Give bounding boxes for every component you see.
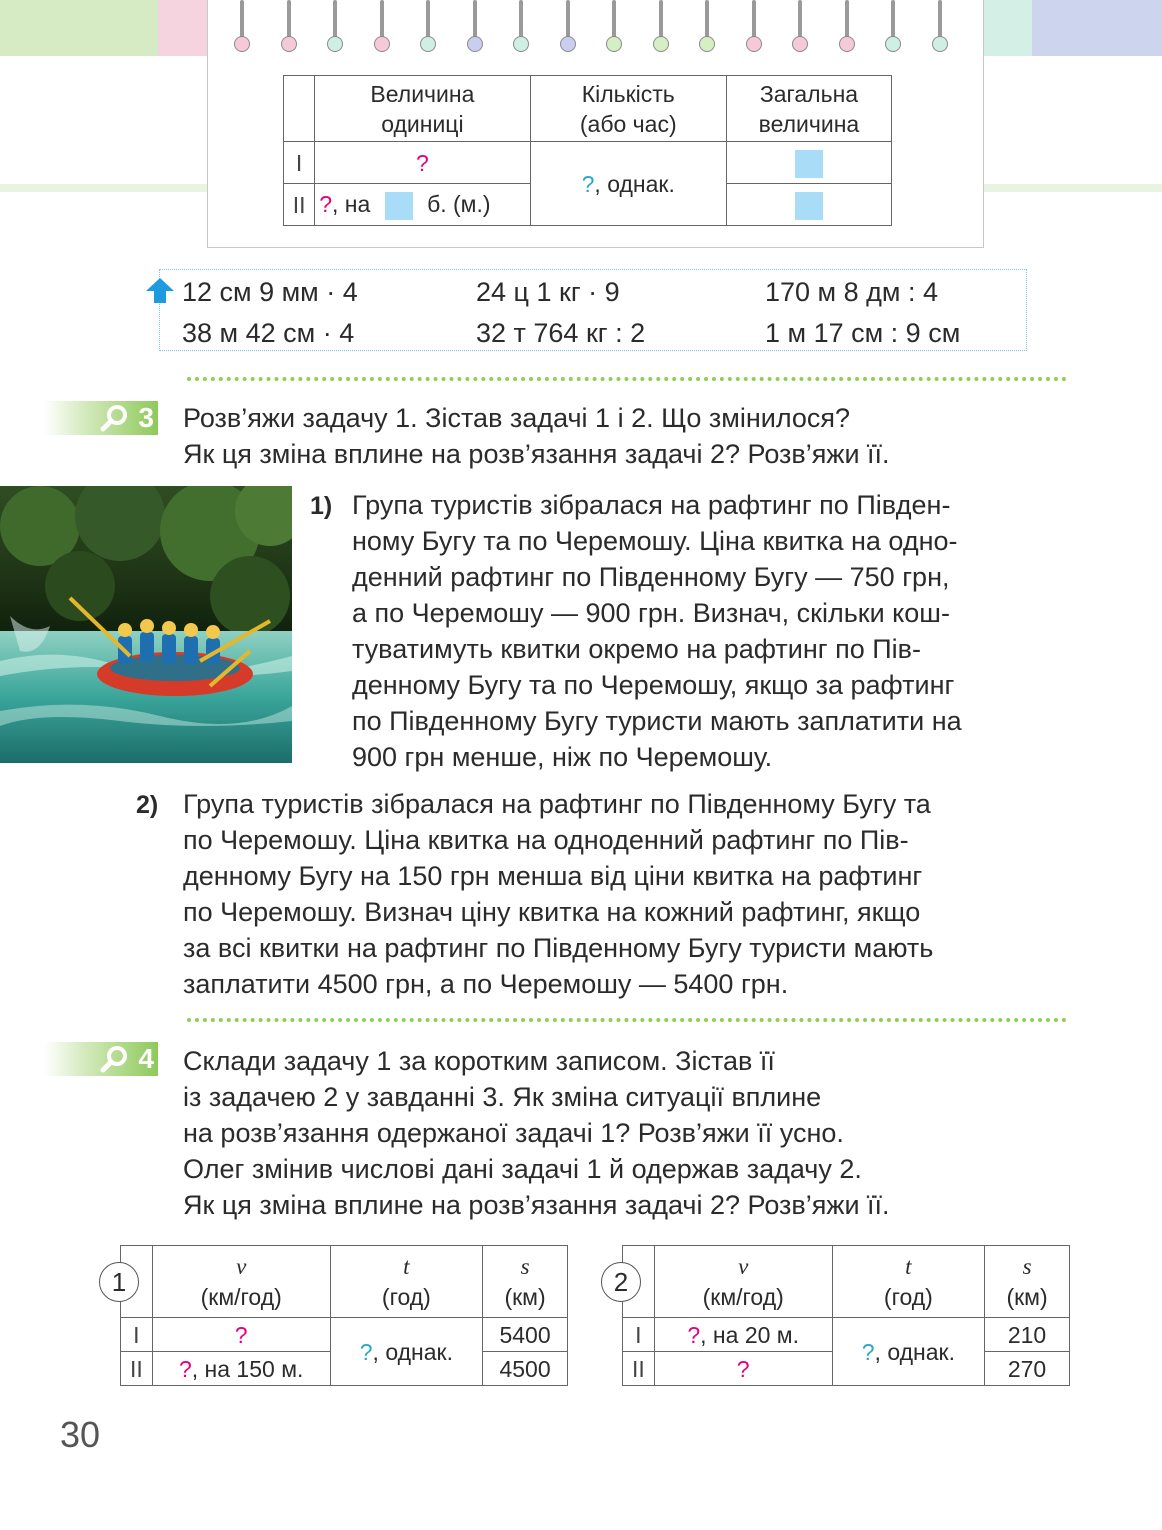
problem2-label: 2) [136, 791, 159, 819]
header-v: v (км/год) [152, 1246, 330, 1318]
blank-box [795, 150, 823, 178]
top-band-green [0, 0, 158, 56]
spiral-ring [699, 0, 715, 56]
v-cell: ?, на 150 м. [152, 1352, 330, 1386]
text-line: туватимуть квитки окремо на рафтинг по Пів- [352, 634, 921, 664]
text-line: на розв’язання одержаної задачі 1? Розв’яжи її усно. [183, 1118, 844, 1148]
spiral-ring [932, 0, 948, 56]
row-label: І [121, 1318, 153, 1352]
header-count: Кількість (або час) [530, 76, 726, 142]
s-cell: 210 [985, 1318, 1070, 1352]
decor-line-right [983, 184, 1162, 192]
task-badge [44, 1042, 158, 1076]
exercise-item: 32 т 764 кг : 2 [476, 318, 646, 348]
task-number: 4 [138, 1043, 154, 1074]
exercise-item: 12 см 9 мм · 4 [182, 277, 358, 307]
task3-text: Розв’яжи задачу 1. Зістав задачі 1 і 2. Що змінилося? Як ця зміна вплине на розв’язання задачі 2? Розв’яжи її. [183, 403, 890, 469]
exercise-item: 38 м 42 см · 4 [182, 318, 355, 348]
text-line: а по Черемошу — 900 грн. Визнач, скільки кош- [352, 598, 950, 628]
header-t: t (год) [330, 1246, 482, 1318]
header-unit: Величина одиниці [315, 76, 530, 142]
magnifier-icon [100, 1045, 130, 1073]
dotted-separator [187, 1018, 1067, 1022]
dotted-separator [187, 377, 1067, 381]
table-number: 1 [99, 1262, 139, 1302]
exercise-item: 24 ц 1 кг · 9 [476, 277, 620, 307]
total-cell [726, 184, 891, 226]
unit-cell: ?, на б. (м.) [315, 184, 530, 226]
text-line: Група туристів зібралася на рафтинг по Південному Бугу та [183, 789, 931, 819]
spiral-ring [420, 0, 436, 56]
header-v: v (км/год) [654, 1246, 832, 1318]
table-number-cell [111, 1246, 153, 1318]
blank-box [795, 192, 823, 220]
spiral-ring [467, 0, 483, 56]
spiral-ring [281, 0, 297, 56]
row-label: ІІ [623, 1352, 655, 1386]
problem1-label: 1) [310, 492, 333, 520]
s-cell: 4500 [483, 1352, 568, 1386]
page-number: 30 [60, 1414, 101, 1455]
rafting-photo [0, 486, 292, 763]
text-line: денний рафтинг по Південному Бугу — 750 грн, [352, 562, 950, 592]
table-1 [111, 1245, 568, 1386]
table-number: 2 [601, 1262, 641, 1302]
row-label: ІІ [284, 184, 315, 226]
v-cell: ? [654, 1352, 832, 1386]
task-badge [44, 401, 158, 435]
header-empty [284, 76, 315, 142]
unit-question: ? [315, 142, 530, 184]
blank-box [385, 192, 413, 220]
spiral-ring [885, 0, 901, 56]
s-cell: 5400 [483, 1318, 568, 1352]
spiral-ring [374, 0, 390, 56]
header-t: t (год) [832, 1246, 984, 1318]
notebook-card [207, 0, 984, 248]
spiral-ring [839, 0, 855, 56]
header-total: Загальна величина [726, 76, 891, 142]
spiral-ring [234, 0, 250, 56]
text-line: 900 грн менше, ніж по Черемошу. [352, 742, 773, 772]
text-line: денному Бугу на 150 грн менша від ціни квитка на рафтинг [183, 861, 923, 891]
text-line: заплатити 4500 грн, а по Черемошу — 5400 грн. [183, 969, 789, 999]
v-cell: ? [152, 1318, 330, 1352]
text-line: ному Бугу та по Черемошу. Ціна квитка на одно- [352, 526, 958, 556]
top-band-mint [982, 0, 1032, 56]
spiral-ring [792, 0, 808, 56]
text-line: по Черемошу. Ціна квитка на одноденний рафтинг по Пів- [183, 825, 909, 855]
row-label: І [284, 142, 315, 184]
v-cell: ?, на 20 м. [654, 1318, 832, 1352]
t-cell: ?, однак. [330, 1318, 482, 1386]
text-line: денному Бугу та по Черемошу, якщо за рафтинг [352, 670, 955, 700]
spiral-ring [513, 0, 529, 56]
task-number: 3 [138, 402, 154, 433]
row-label: І [623, 1318, 655, 1352]
table-number-cell [613, 1246, 655, 1318]
spiral-ring [746, 0, 762, 56]
task4-text [183, 1043, 890, 1223]
text-line: за всі квитки на рафтинг по Південному Бугу туристи мають [183, 933, 934, 963]
total-cell [726, 142, 891, 184]
row-label: ІІ [121, 1352, 153, 1386]
magnifier-icon [100, 404, 130, 432]
problem2-text [183, 786, 933, 1002]
table-2 [613, 1245, 1070, 1386]
text-line: Група туристів зібралася на рафтинг по Півден- [352, 490, 951, 520]
top-band-blue [1032, 0, 1162, 56]
s-cell: 270 [985, 1352, 1070, 1386]
t-cell: ?, однак. [832, 1318, 984, 1386]
text-line: Олег змінив числові дані задачі 1 й одержав задачу 2. [183, 1154, 862, 1184]
exercise-item: 1 м 17 см : 9 см [765, 318, 961, 348]
header-s: s (км) [985, 1246, 1070, 1318]
header-s: s (км) [483, 1246, 568, 1318]
text-line: Склади задачу 1 за коротким записом. Зістав її [183, 1046, 775, 1076]
count-cell: ?, однак. [530, 142, 726, 226]
top-band-pink [158, 0, 208, 56]
spiral-ring [560, 0, 576, 56]
exercise-item: 170 м 8 дм : 4 [765, 277, 938, 307]
spiral-ring [653, 0, 669, 56]
problem1-text [352, 487, 962, 775]
decor-line-left [0, 184, 207, 192]
spiral-ring [606, 0, 622, 56]
text-line: по Черемошу. Визнач ціну квитка на кожний рафтинг, якщо [183, 897, 921, 927]
spiral-ring [327, 0, 343, 56]
text-line: Як ця зміна вплине на розв’язання задачі 2? Розв’яжи її. [183, 1190, 890, 1220]
top-table [283, 75, 892, 226]
arrow-up-icon [145, 278, 175, 304]
text-line: по Південному Бугу туристи мають заплатити на [352, 706, 962, 736]
text-line: із задачею 2 у завданні 3. Як зміна ситуації вплине [183, 1082, 822, 1112]
